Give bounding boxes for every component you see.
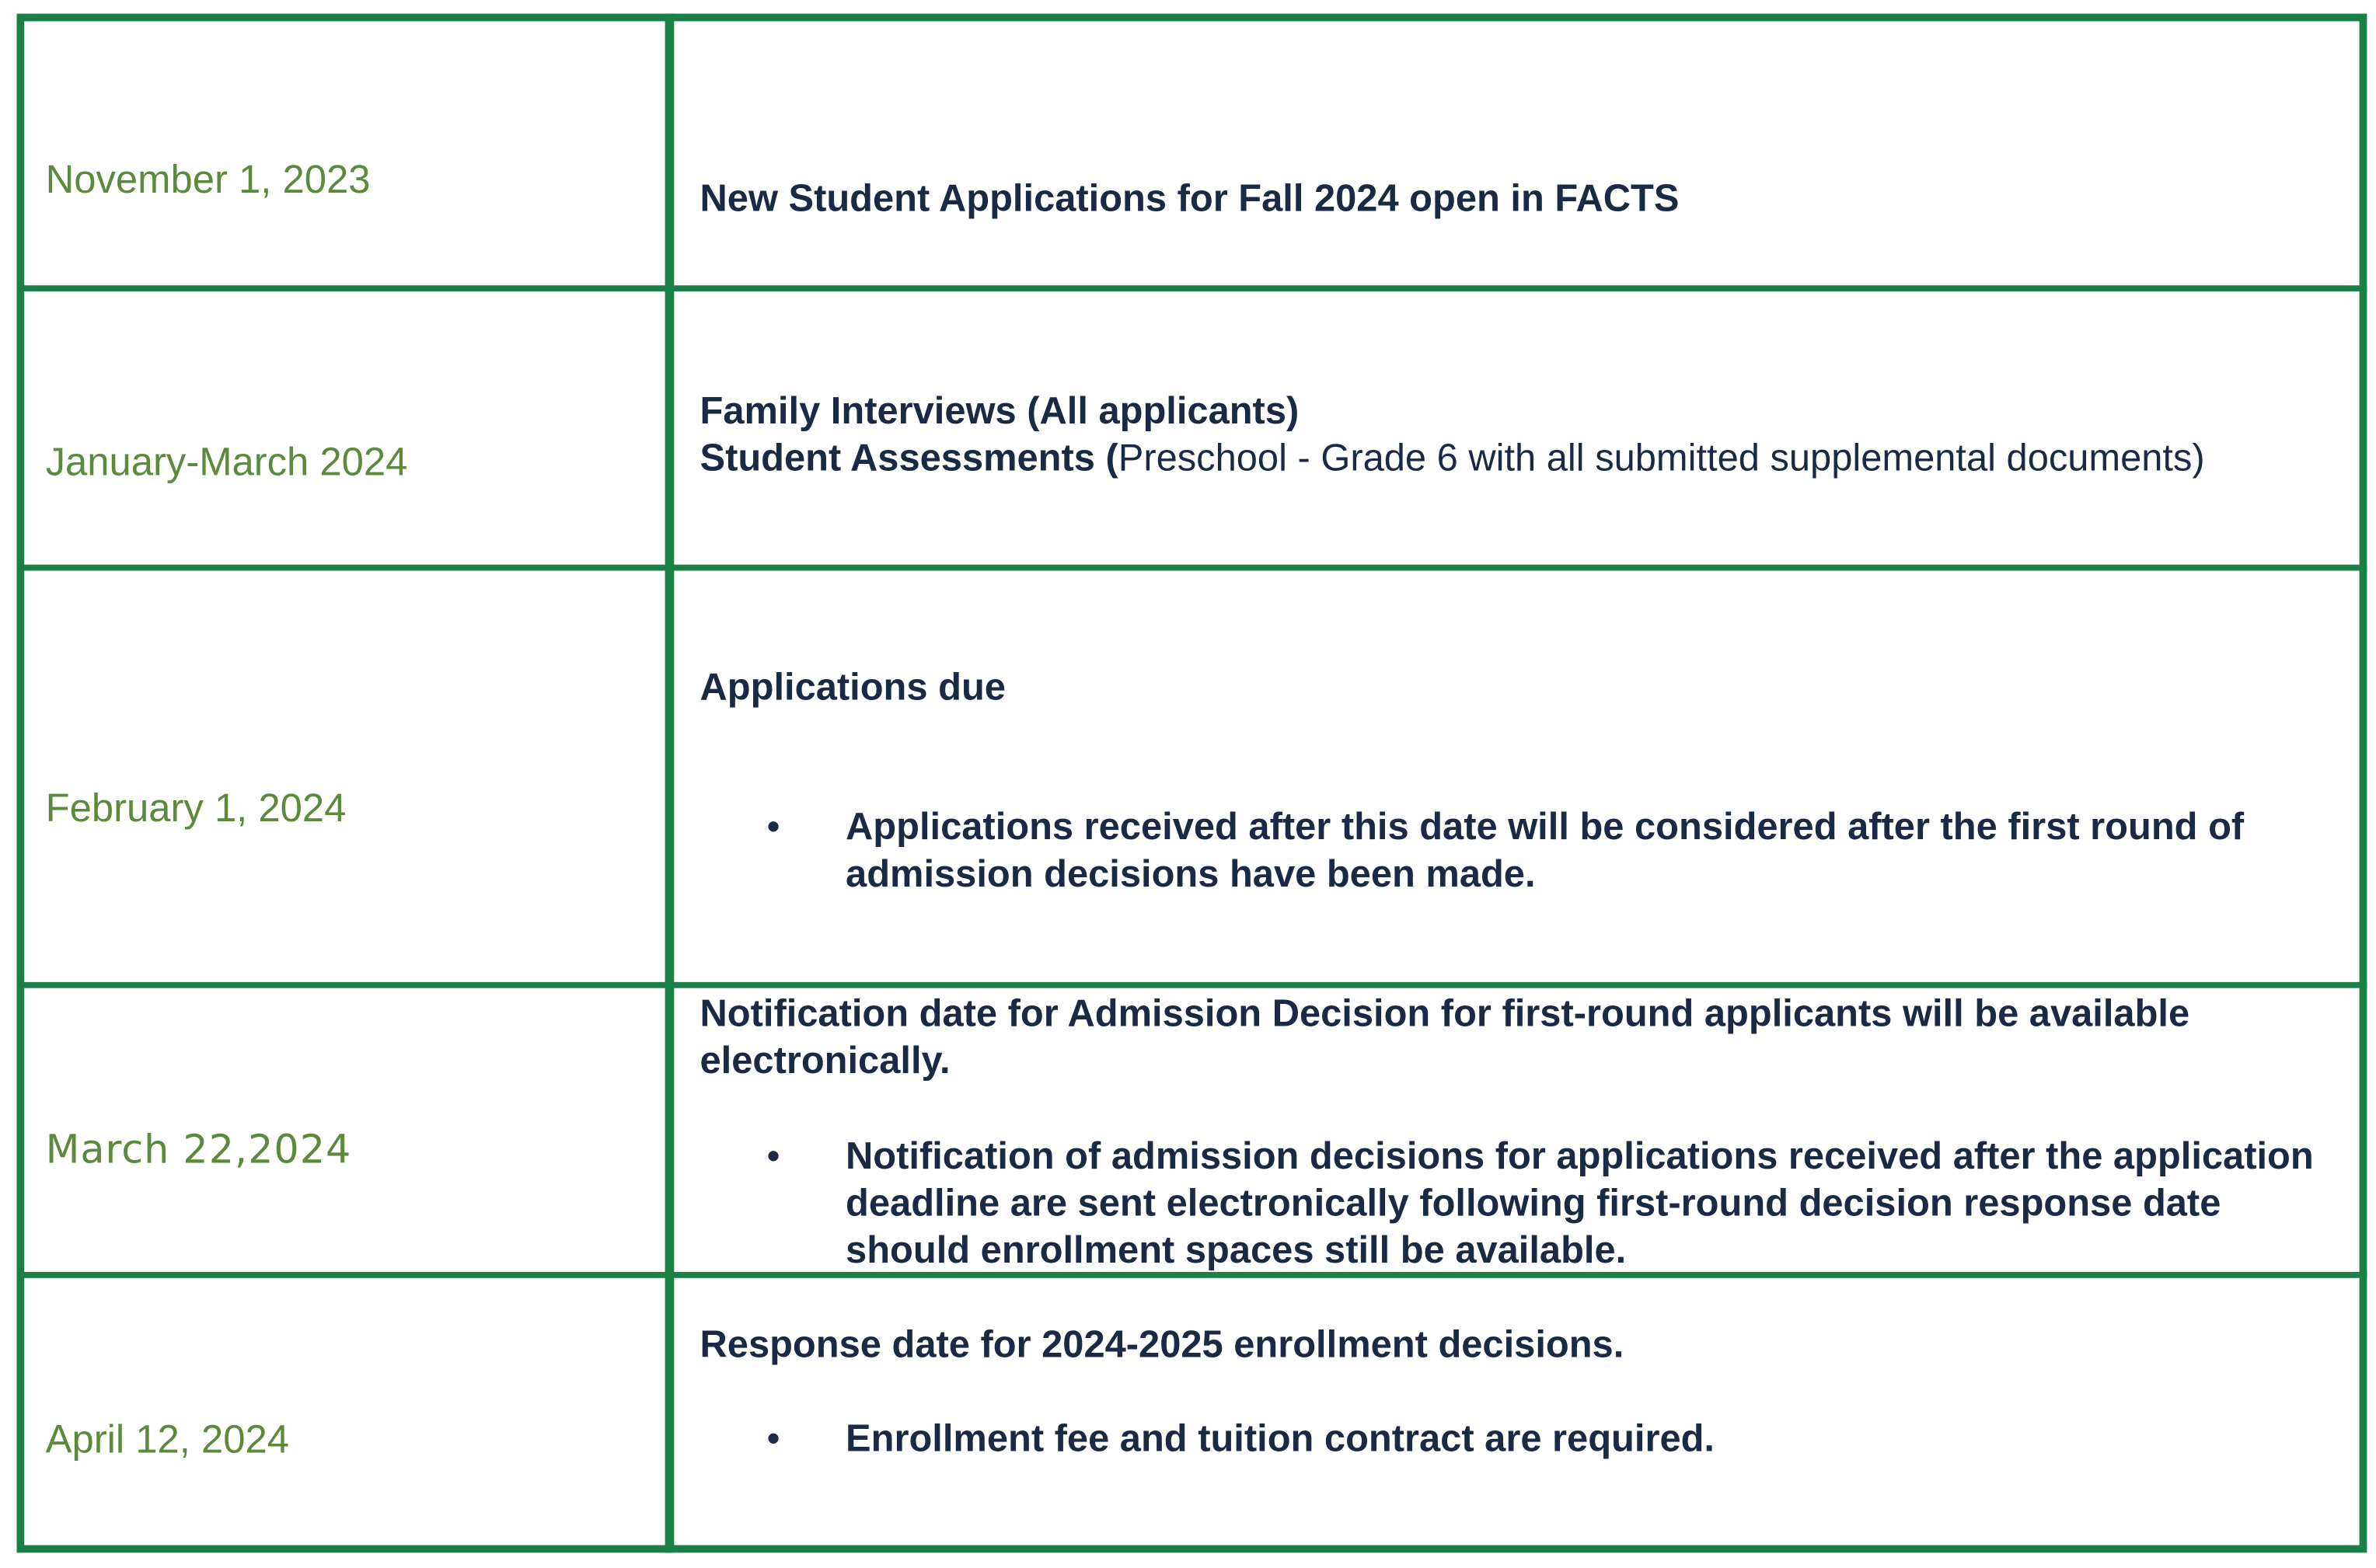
row-date: November 1, 2023: [45, 156, 371, 202]
row-date: March 22,2024: [45, 1127, 352, 1173]
bullet-marker: •: [766, 1135, 780, 1178]
row-description: Family Interviews (All applicants): [700, 390, 1300, 433]
row-divider: [16, 285, 2367, 291]
row-divider: [16, 565, 2367, 571]
bullet-marker: •: [766, 806, 780, 848]
row-date: February 1, 2024: [45, 784, 347, 831]
row-divider: [16, 982, 2367, 988]
row-description: Response date for 2024-2025 enrollment decisions.: [700, 1323, 1624, 1367]
assessments-label: Student Assessments (: [700, 437, 1118, 480]
bullet-marker: •: [766, 1417, 780, 1461]
assessments-detail: Preschool - Grade 6 with all submitted supplemental documents): [1118, 437, 2205, 480]
bullet-text: Applications received after this date will be considered after the first round of admission decisions have been made.: [846, 806, 2245, 896]
row-description-secondary: [700, 436, 2347, 483]
row-description: Notification date for Admission Decision for first-round applicants will be available electronically.: [700, 992, 2190, 1082]
row-description: Applications due: [700, 666, 1006, 709]
row-date: January-March 2024: [45, 438, 408, 485]
row-description: New Student Applications for Fall 2024 open in FACTS: [700, 177, 1680, 221]
bullet-text: Notification of admission decisions for applications received after the application deadline are sent electronically following first-round decision response date should enrollment spaces still be available.: [846, 1135, 2314, 1272]
bullet-text: Enrollment fee and tuition contract are required.: [846, 1417, 1715, 1461]
column-divider: [665, 14, 675, 1553]
row-date: April 12, 2024: [45, 1416, 290, 1462]
